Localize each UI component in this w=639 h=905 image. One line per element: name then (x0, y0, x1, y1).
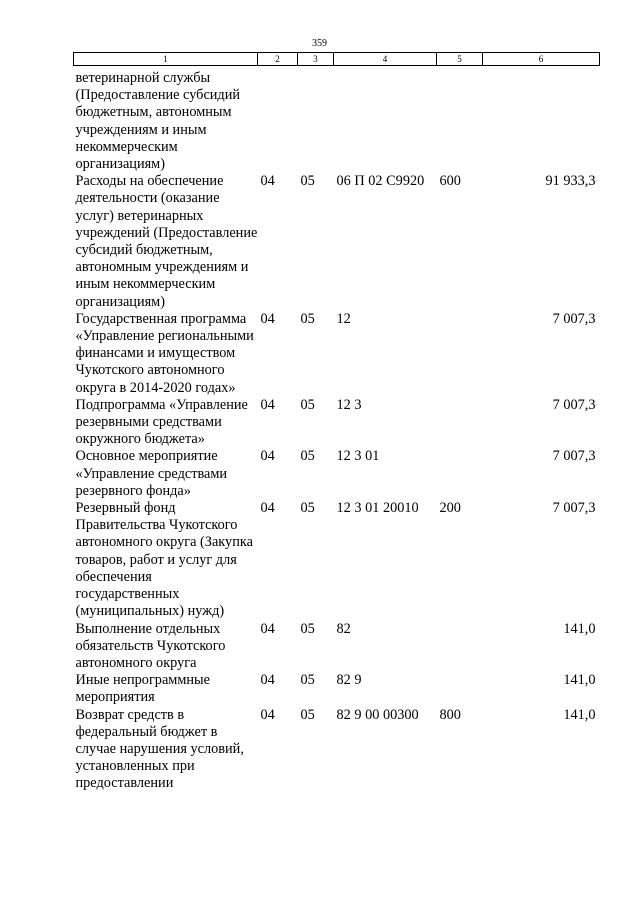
row-section: 04 (260, 448, 275, 465)
table-row (74, 707, 600, 793)
row-subsection: 05 (300, 706, 315, 723)
row-amount: 141,0 (563, 620, 596, 637)
column-header-6: 6 (483, 53, 600, 66)
row-amount: 7 007,3 (552, 396, 596, 413)
row-target-code (334, 66, 437, 174)
table-row (74, 672, 600, 706)
table-row (74, 448, 600, 500)
table-row (74, 500, 600, 620)
row-amount: 7 007,3 (552, 448, 596, 465)
row-section: 04 (260, 620, 275, 637)
row-expense-type (437, 66, 483, 174)
row-target-code: 82 9 00 00300 (336, 706, 419, 723)
table-header (74, 53, 600, 66)
row-subsection (298, 66, 334, 174)
row-name: Расходы на обеспечение деятельности (оказание услуг) ветеринарных учреждений (Предоставление субсидий бюджетным, автономным учреждениям и иным некоммерческим организациям) (75, 173, 258, 310)
row-subsection: 05 (300, 672, 315, 689)
column-header-5: 5 (437, 53, 483, 66)
column-header-3: 3 (298, 53, 334, 66)
table-body (74, 66, 600, 793)
table-row (74, 311, 600, 397)
table-row (74, 66, 600, 174)
row-name: Иные непрограммные мероприятия (75, 672, 211, 706)
row-section: 04 (260, 173, 275, 190)
row-name: ветеринарной службы (Предоставление субсидий бюджетным, автономным учреждениям и иным некоммерческим организациям) (75, 70, 241, 173)
row-subsection: 05 (300, 620, 315, 637)
page-number: 359 (312, 38, 327, 49)
row-amount: 7 007,3 (552, 500, 596, 517)
table-row (74, 621, 600, 673)
column-header-1: 1 (74, 53, 258, 66)
row-expense-type (437, 621, 483, 673)
row-expense-type (437, 672, 483, 706)
table-row (74, 173, 600, 311)
row-expense-type (437, 448, 483, 500)
column-header-4: 4 (334, 53, 437, 66)
row-name: Возврат средств в федеральный бюджет в случае нарушения условий, установленных при предоставлении (75, 706, 244, 792)
row-amount (483, 66, 600, 174)
row-name: Выполнение отдельных обязательств Чукотского автономного округа (75, 620, 226, 671)
row-target-code: 82 9 (336, 672, 362, 689)
row-expense-type: 600 (439, 173, 461, 190)
row-section: 04 (260, 672, 275, 689)
row-name: Основное мероприятие «Управление средствами резервного фонда» (75, 448, 228, 499)
row-target-code: 82 (336, 620, 351, 637)
row-target-code: 12 3 01 (336, 448, 380, 465)
row-section: 04 (260, 500, 275, 517)
row-target-code: 12 3 01 20010 (336, 500, 419, 517)
row-amount: 91 933,3 (545, 173, 596, 190)
row-subsection: 05 (300, 310, 315, 327)
row-section: 04 (260, 396, 275, 413)
budget-table (73, 52, 600, 793)
row-subsection: 05 (300, 173, 315, 190)
row-name: Государственная программа «Управление региональными финансами и имуществом Чукотского автономного округа в 2014-2020 годах» (75, 310, 254, 396)
row-name: Резервный фонд Правительства Чукотского автономного округа (Закупка товаров, работ и услуг для обеспечения государственных (муниципальных) нужд) (75, 500, 253, 620)
column-header-2: 2 (258, 53, 298, 66)
row-subsection: 05 (300, 396, 315, 413)
header-row (74, 53, 600, 66)
row-target-code: 06 П 02 С9920 (336, 173, 425, 190)
row-target-code: 12 3 (336, 396, 362, 413)
row-expense-type (437, 311, 483, 397)
row-amount: 141,0 (563, 672, 596, 689)
table-row (74, 397, 600, 449)
row-subsection: 05 (300, 500, 315, 517)
row-subsection: 05 (300, 448, 315, 465)
row-expense-type: 800 (439, 706, 461, 723)
row-expense-type (437, 397, 483, 449)
row-amount: 7 007,3 (552, 310, 596, 327)
row-target-code: 12 (336, 310, 351, 327)
row-expense-type: 200 (439, 500, 461, 517)
row-name: Подпрограмма «Управление резервными средствами окружного бюджета» (75, 396, 248, 448)
row-amount: 141,0 (563, 706, 596, 723)
row-section: 04 (260, 310, 275, 327)
row-section (258, 66, 298, 174)
row-section: 04 (260, 706, 275, 723)
